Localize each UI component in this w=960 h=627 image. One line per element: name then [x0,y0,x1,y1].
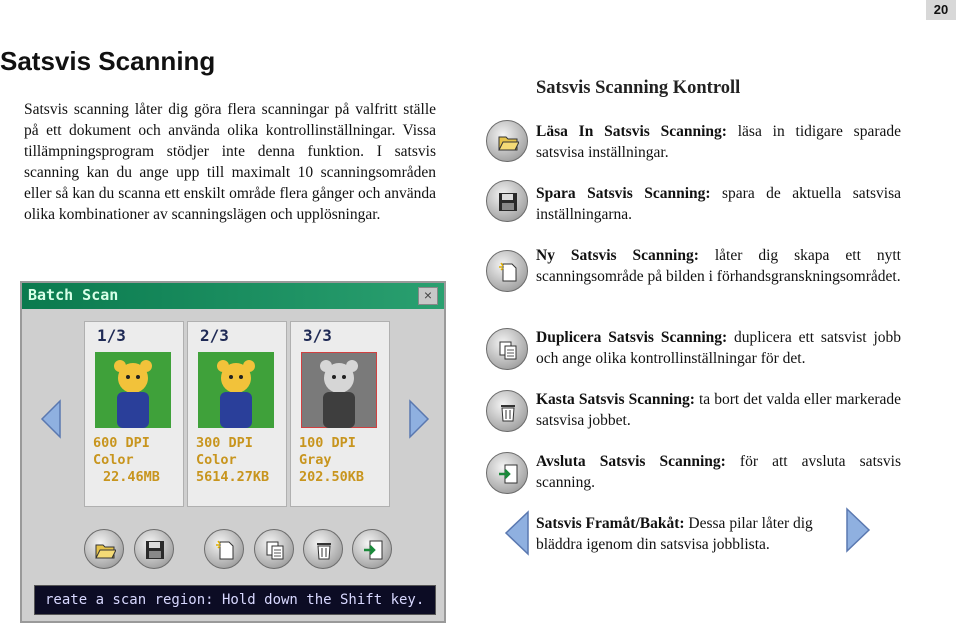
page-number: 20 [926,0,956,20]
panel-label: 2/3 [200,326,229,345]
controls-heading: Satsvis Scanning Kontroll [536,78,741,98]
status-bar [34,585,436,615]
next-arrow-icon[interactable] [408,399,430,439]
previous-arrow-icon[interactable] [40,399,62,439]
save-item-icon-wrap [486,180,528,222]
folder-open-icon [94,539,116,561]
trash-icon [497,401,519,423]
control-item-save: Spara Satsvis Scanning: spara de aktuella satsvisa inställningarna. [536,185,901,223]
panel-info: 600 DPI Color 22.46MB [93,435,160,485]
new-item-icon-wrap [486,250,528,292]
new-batch-button[interactable] [204,529,244,569]
scan-panel-3[interactable] [290,321,390,507]
save-batch-button[interactable] [134,529,174,569]
panel-info: 100 DPI Gray 202.50KB [299,435,365,485]
new-document-icon [497,261,519,283]
scan-panel-1[interactable] [84,321,184,507]
forward-arrow-icon [845,507,871,553]
floppy-disk-icon [497,191,519,213]
bear-thumbnail-icon [198,352,274,428]
close-button[interactable]: × [418,287,438,305]
load-batch-button[interactable] [84,529,124,569]
control-item-duplicate: Duplicera Satsvis Scanning: duplicera ett satsvist jobb och ange olika kontrollinställningar för det. [536,329,902,367]
page-title: Satsvis Scanning [0,46,216,76]
panel-info: 300 DPI Color 5614.27KB [196,435,270,485]
exit-batch-button[interactable] [352,529,392,569]
discard-item-icon-wrap [486,390,528,432]
folder-open-icon [497,131,519,153]
exit-icon [497,463,519,485]
window-title: Batch Scan [28,286,119,304]
control-item-exit: Avsluta Satsvis Scanning: för att avsluta satsvis scanning. [536,453,901,491]
bear-thumbnail-icon [95,352,171,428]
control-item-load: Läsa In Satsvis Scanning: läsa in tidigare sparade satsvisa inställningar. [536,123,901,161]
duplicate-icon [497,339,519,361]
load-item-icon-wrap [486,120,528,162]
exit-item-icon-wrap [486,452,528,494]
new-document-icon [214,539,236,561]
panel-label: 3/3 [303,326,332,345]
duplicate-icon [264,539,286,561]
exit-icon [362,539,384,561]
trash-icon [313,539,335,561]
window-titlebar [22,283,444,309]
control-item-nav: Satsvis Framåt/Bakåt: Dessa pilar låter dig bläddra igenom din satsvisa jobblista. [536,515,813,553]
intro-paragraph: Satsvis scanning låter dig göra flera scanningar på valfritt ställe på ett dokument och använda olika kontrollinställningar. Vissa tillämpningsprogram stödjer inte denna funktion. I satsvis scanning kan du ange upp till maximalt 10 scanningsområden eller så kan du scanna ett enskilt område flera gånger och använda olika kombinationer av scanningslägen och upplösningar. [24,101,436,223]
panel-label: 1/3 [97,326,126,345]
control-item-new: Ny Satsvis Scanning: låter dig skapa ett nytt scanningsområde på bilden i förhandsgranskningsområdet. [536,247,901,285]
status-text: reate a scan region: Hold down the Shift key. [45,592,425,608]
discard-batch-button[interactable] [303,529,343,569]
duplicate-item-icon-wrap [486,328,528,370]
back-arrow-icon [504,510,530,556]
batch-scan-window [20,281,446,623]
control-item-discard: Kasta Satsvis Scanning: ta bort det valda eller markerade satsvisa jobbet. [536,391,901,429]
bear-thumbnail-gray-icon [301,352,377,428]
scan-panel-2[interactable] [187,321,287,507]
floppy-disk-icon [144,539,166,561]
duplicate-batch-button[interactable] [254,529,294,569]
